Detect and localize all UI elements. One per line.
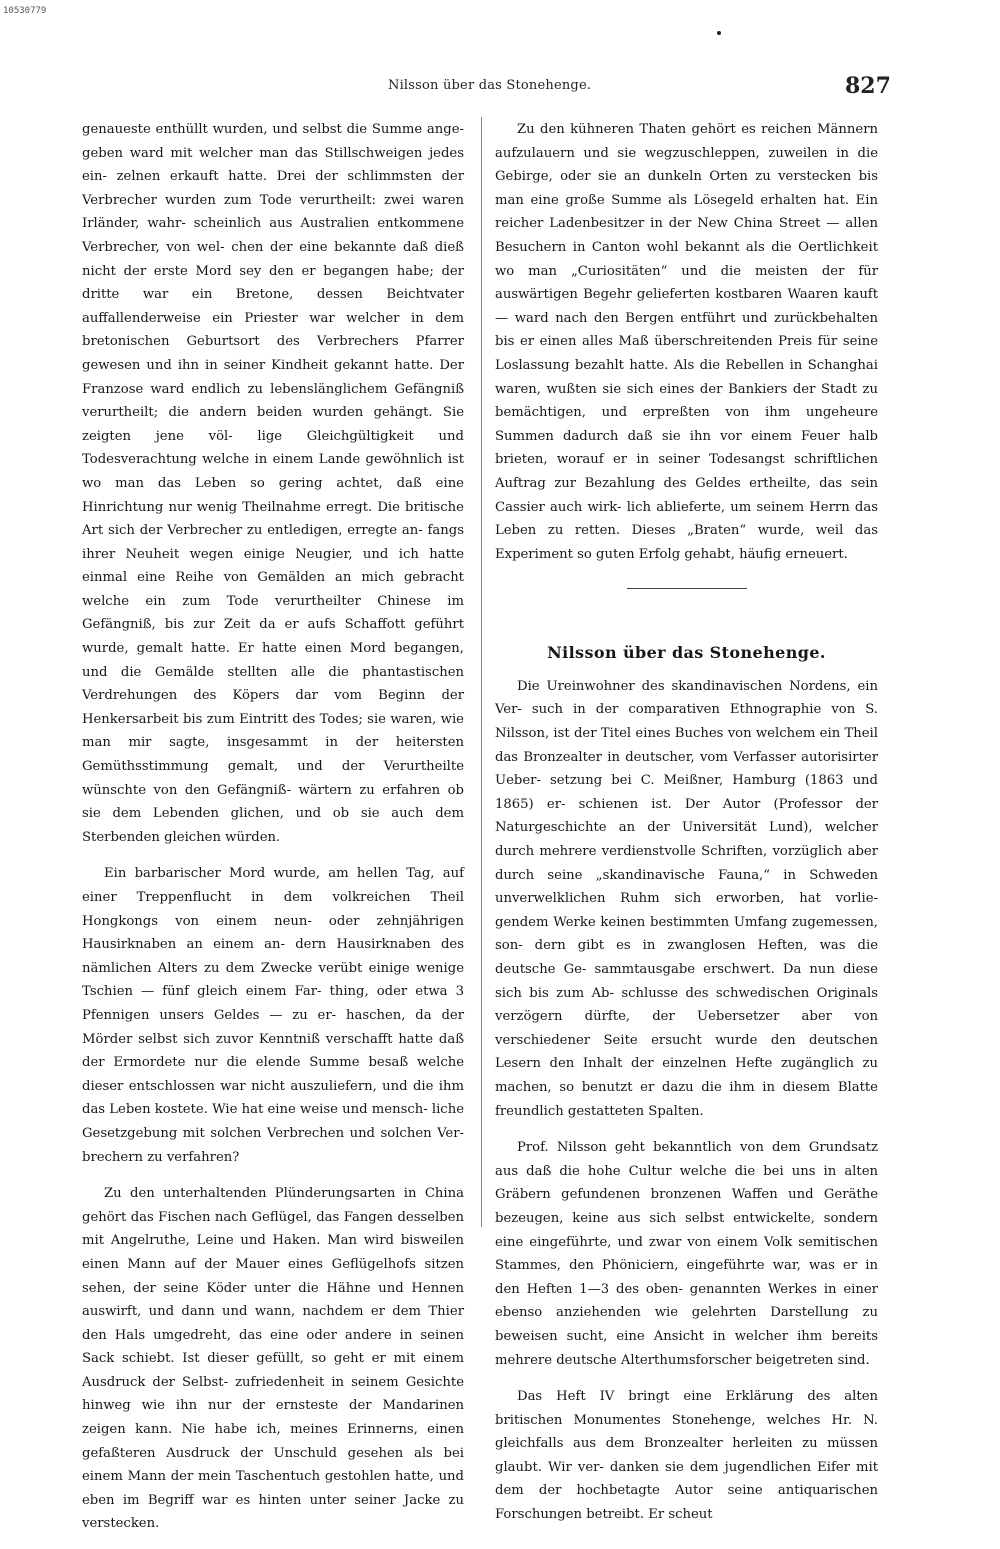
paragraph: Zu den kühneren Thaten gehört es reichen Männern aufzulauern und sie wegzuschleppen, zuweilen in die Gebirge, oder sie an dunkeln Orten zu verstecken bis man eine große Summe als Lösegeld erhalten hat. Ein reicher Ladenbesitzer in der New China Street — allen Besuchern in Canton wohl bekannt als die Oertlichkeit wo man „Curiositäten“ und die meisten der für auswärtigen Begehr gelieferten kostbaren Waaren kauft — ward nach den Bergen entführt und zurückbehalten bis er einen alles Maß überschreitenden Preis für seine Loslassung bezahlt hatte. Als die Rebellen in Schanghai waren, wußten sie sich eines der Bankiers der Stadt zu bemächtigen, und erpreßten von ihm ungeheure Summen dadurch daß sie ihn vor einem Feuer halb brieten, worauf er in seiner Todesangst schriftlichen Auftrag zur Bezahlung des Geldes ertheilte, das sein Cassier auch wirk- lich ablieferte, um seinem Herrn das Leben zu retten. Dieses „Braten“ wurde, weil das Experiment so guten Erfolg gehabt, häufig erneuert. [495, 122, 878, 562]
paragraph: Prof. Nilsson geht bekanntlich von dem Grundsatz aus daß die hohe Cultur welche die bei uns in alten Gräbern gefundenen bronzenen Waffen und Geräthe bezeugen, keine aus sich selbst entwickelte, sondern eine eingeführte, und zwar von einem Volk semitischen Stammes, den Phöniciern, eingeführte war, was er in den Heften 1—3 des oben- genannten Werkes in einer ebenso anziehenden wie gelehrten Darstellung zu beweisen sucht, eine Ansicht in welcher ihm bereits mehrere deutsche Alterthumsforscher beigetreten sind. [495, 1140, 878, 1368]
page-number: 827 [845, 73, 891, 99]
paragraph: Die Ureinwohner des skandinavischen Nordens, ein Ver- such in der comparativen Ethnographie von S. Nilsson, ist der Titel eines Buches von welchem ein Theil das Bronzealter in deutscher, vom Verfasser autorisirter Ueber- setzung bei C. Meißner, Hamburg (1863 und 1865) er- schienen ist. Der Autor (Professor der Naturgeschichte an der Universität Lund), welcher durch mehrere verdienstvolle Schriften, vorzüglich aber durch seine „skandinavische Fauna,“ in Schweden unverwelklichen Ruhm sich erworben, hat vorlie- gendem Werke keinen bestimmten Umfang zugemessen, son- dern gibt es in zwanglosen Heften, was die deutsche Ge- sammtausgabe erschwert. Da nun diese sich bis zum Ab- schlusse des schwedischen Originals verzögern dürfte, der Uebersetzer aber von verschiedener Seite ersucht wurde den deutschen Lesern den Inhalt der einzelnen Hefte zugänglich zu machen, so benutzt er dazu die ihm in diesem Blatte freundlich gestatteten Spalten. [495, 678, 878, 1119]
paragraph: genaueste enthüllt wurden, und selbst die Summe ange- geben ward mit welcher man das Stillschweigen jedes ein- zelnen erkauft hatte. Drei der schlimmsten der Verbrecher wurden zum Tode verurtheilt: zwei waren Irländer, wahr- scheinlich aus Australien entkommene Verbrecher, von wel- chen der eine bekannte daß dieß nicht der erste Mord sey den er begangen habe; der dritte war ein Bretone, dessen Beichtvater auffallenderweise ein Priester war welcher in dem bretonischen Geburtsort des Verbrechers Pfarrer gewesen und ihn in seiner Kindheit gekannt hatte. Der Franzose ward endlich zu lebenslänglichem Gefängniß verurtheilt; die andern beiden wurden gehängt. Sie zeigten jene völ- lige Gleichgültigkeit und Todesverachtung welche in einem Lande gewöhnlich ist wo man das Leben so gering achtet, daß eine Hinrichtung nur wenig Theilnahme erregt. Die britische Art sich der Verbrecher zu entledigen, erregte an- fangs ihrer Neuheit wegen einige Neugier, und ich hatte einmal eine Reihe von Gemälden an mich gebracht welche ein zum Tode verurtheilter Chinese im Gefängniß, bis zur Zeit da er aufs Schaffott geführt wurde, gemalt hatte. Er hatte einen Mord begangen, und die Gemälde stellten alle die phantastischen Verdrehungen des Köpers dar vom Beginn der Henkersarbeit bis zum Eintritt des Todes; sie waren, wie man mir sagte, insgesammt in der heitersten Gemüthsstimmung gemalt, und der Verurtheilte wünschte von den Gefängniß- wärtern zu erfahren ob sie dem Lebenden glichen, und ob sie auch dem Sterbenden gleichen würden. [82, 122, 464, 845]
column-divider [481, 117, 482, 1227]
catalog-id: 10530779 [3, 6, 47, 16]
left-column [82, 118, 464, 1549]
paragraph: Das Heft IV bringt eine Erklärung des alten britischen Monumentes Stonehenge, welches Hr. N. gleichfalls aus dem Bronzealter herleiten zu müssen glaubt. Wir ver- danken sie dem jugendlichen Eifer mit dem der hochbetagte Autor seine antiquarischen Forschungen betreibt. Er scheut [495, 1389, 878, 1523]
paragraph: Ein barbarischer Mord wurde, am hellen Tag, auf einer Treppenflucht in dem volkreichen Theil Hongkongs von einem neun- oder zehnjährigen Hausirknaben an einem an- dern Hausirknaben des nämlichen Alters zu dem Zwecke verübt einige wenige Tschien — fünf gleich einem Far- thing, oder etwa 3 Pfennigen unsers Geldes — zu er- haschen, da der Mörder selbst sich zuvor Kenntniß verschafft hatte daß der Ermordete nur die elende Summe besaß welche dieser entschlossen war nicht auszuliefern, und die ihm das Leben kostete. Wie hat eine weise und mensch- liche Gesetzgebung mit solchen Verbrechen und solchen Ver- brechern zu verfahren? [82, 866, 464, 1165]
section-divider-rule [627, 588, 747, 589]
paragraph: Zu den unterhaltenden Plünderungsarten in China gehört das Fischen nach Geflügel, das Fangen desselben mit Angelruthe, Leine und Haken. Man wird bisweilen einen Mann auf der Mauer eines Geflügelhofs sitzen sehen, der seine Köder unter die Hähne und Hennen auswirft, und dann und wann, nachdem er dem Thier den Hals umgedreht, das eine oder andere in seinen Sack schiebt. Ist dieser gefüllt, so geht er mit einem Ausdruck der Selbst- zufriedenheit in seinem Gesichte hinweg wie ihn nur der ernsteste der Mandarinen zeigen kann. Nie habe ich, meines Erinnerns, einen gefaßteren Ausdruck der Unschuld gesehen als bei einem Mann der mein Taschentuch gestohlen hatte, und eben im Begriff war es hinten unter seiner Jacke zu verstecken. [82, 1186, 464, 1532]
running-head: Nilsson über das Stonehenge. [388, 78, 592, 93]
ink-dot [717, 31, 721, 35]
section-heading: Nilsson über das Stonehenge. [547, 643, 826, 663]
right-column [495, 118, 878, 1540]
